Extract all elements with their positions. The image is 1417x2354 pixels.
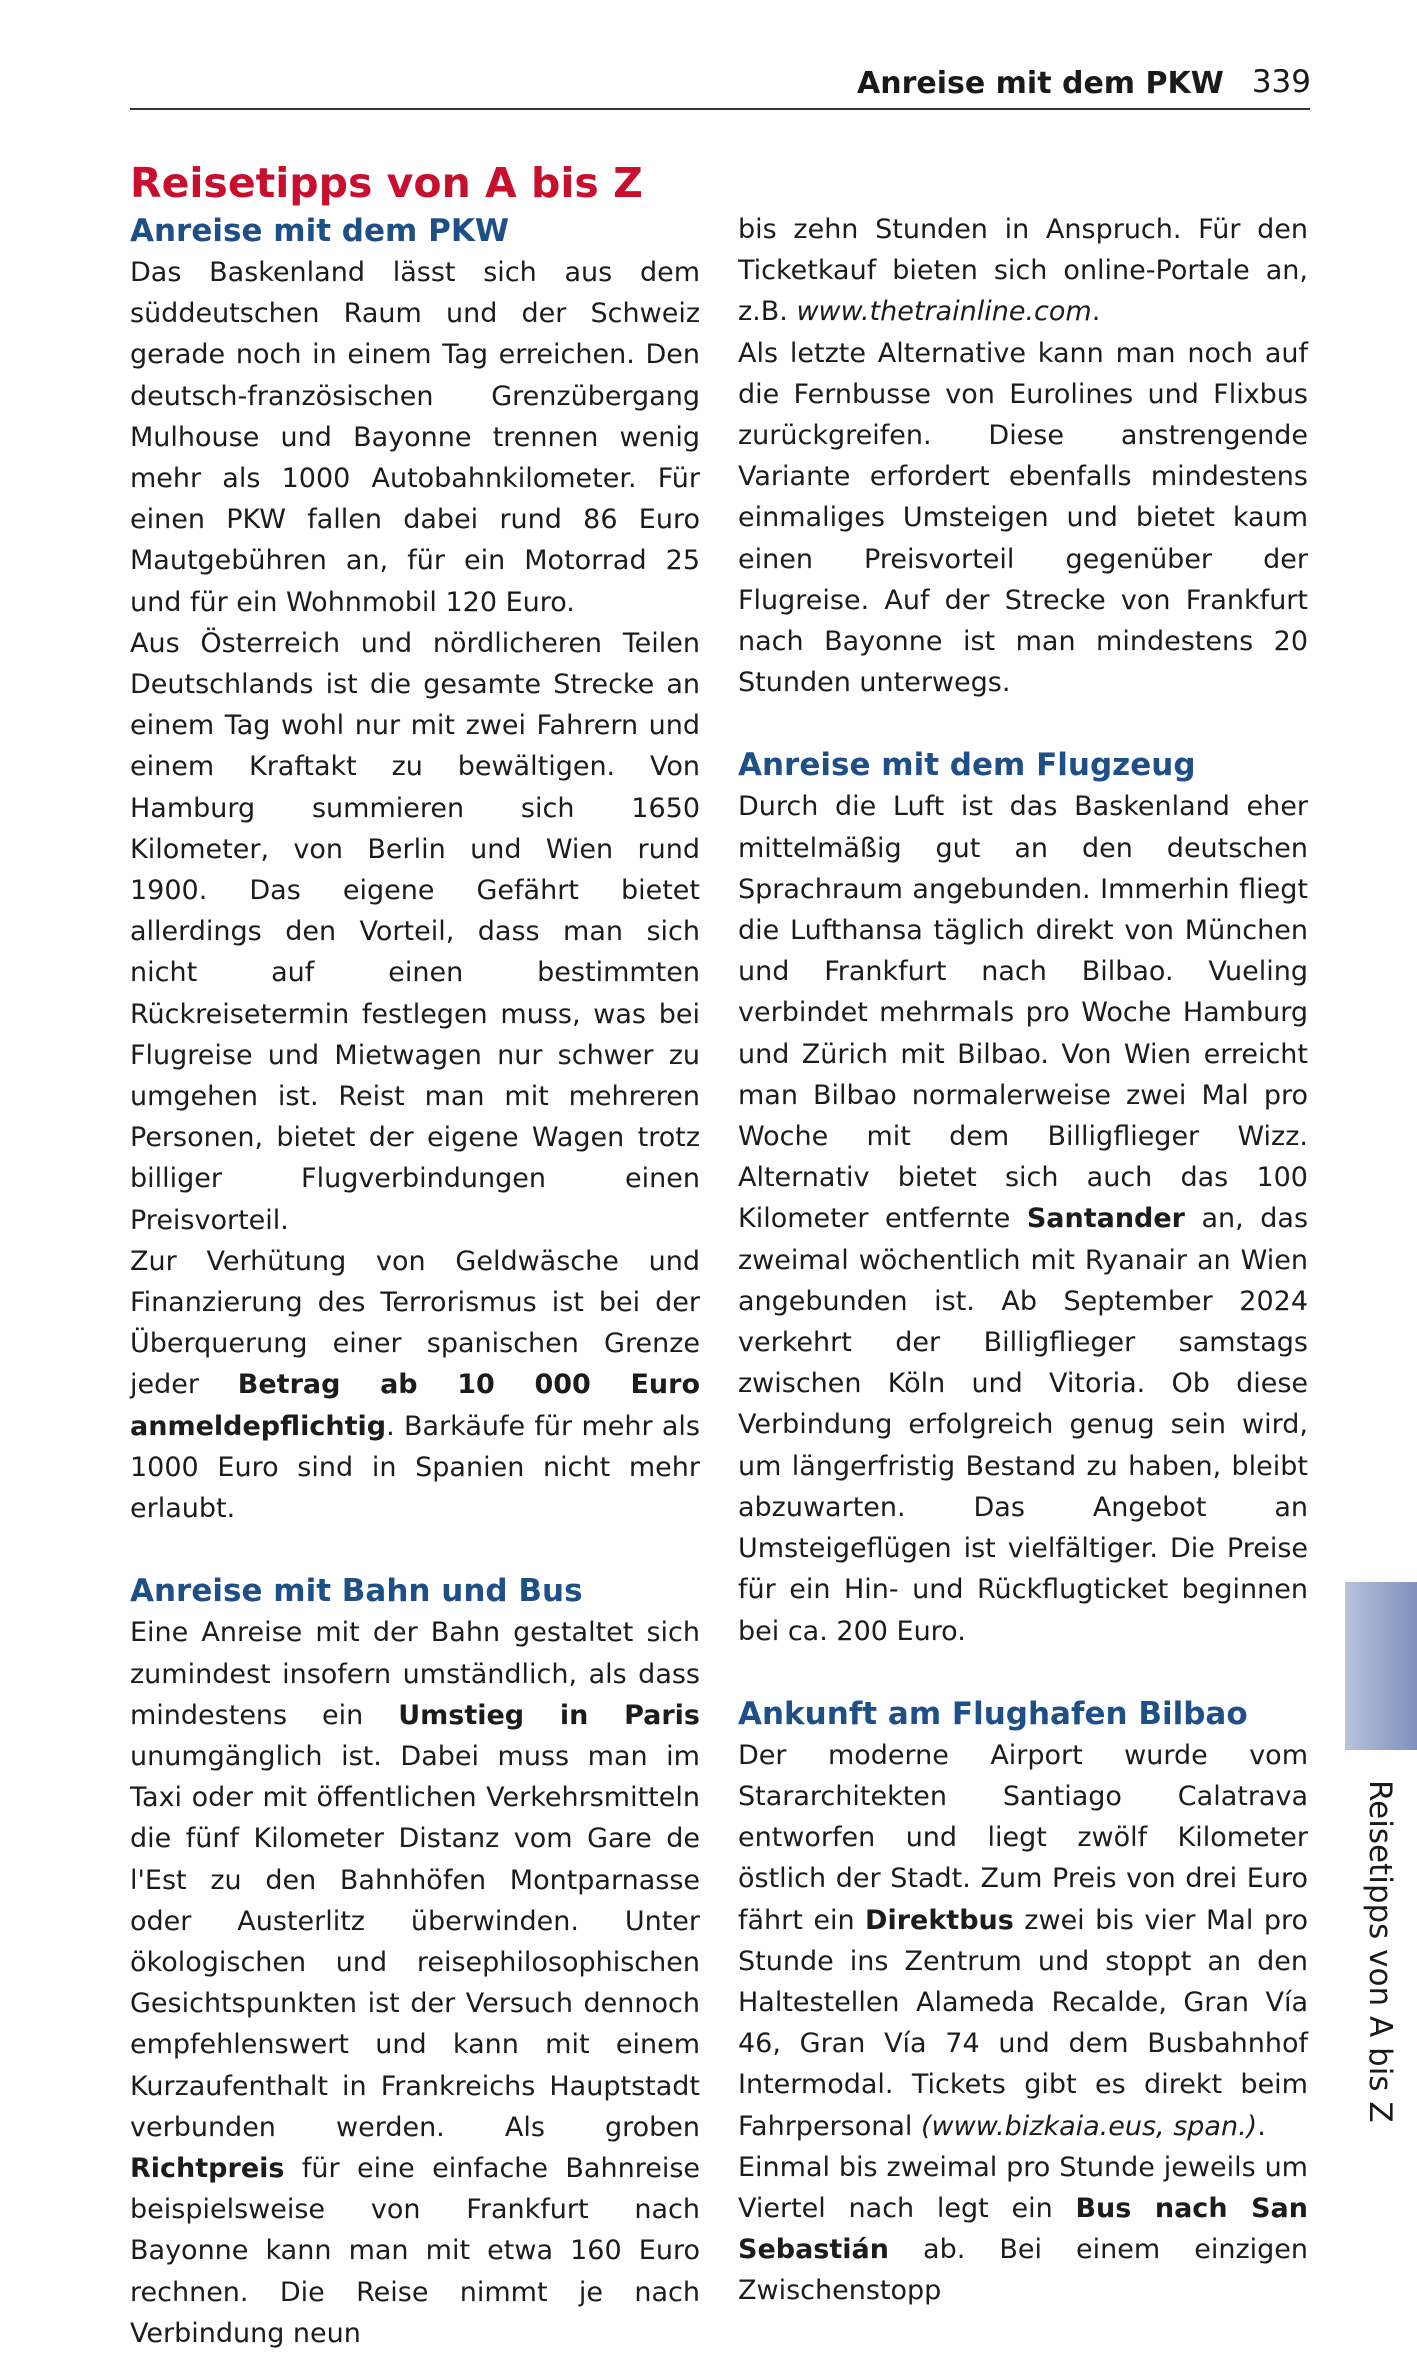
highlight-richtpreis: Richtpreis	[130, 2152, 285, 2184]
section-heading-pkw: Anreise mit dem PKW	[130, 213, 510, 249]
header-divider	[130, 108, 1310, 110]
highlight-bus-san-sebastian: Bus nach San Sebastián	[738, 2192, 1308, 2266]
paragraph-pkw-2: Aus Österreich und nördlicheren Teilen Deutschlands ist die gesamte Strecke an einem Tag wohl nur mit zwei Fahrern und einem Kraftakt zu bewältigen. Von Hamburg summieren sich 1650 Kilometer, von Berlin und Wien rund 1900. Das eigene Gefährt bietet allerdings den Vorteil, dass man sich nicht auf einen bestimmten Rückreisetermin festlegen muss, was bei Flugreise und Mietwagen nur schwer zu umgehen ist. Reist man mit mehreren Personen, bietet der eigene Wagen trotz billiger Flugverbindungen einen Preisvorteil.	[130, 627, 700, 1236]
chapter-title: Reisetipps von A bis Z	[130, 159, 643, 208]
sidebar-chapter-label: Reisetipps von A bis Z	[1362, 1780, 1398, 2123]
paragraph-ankunft-1: Der moderne Airport wurde vom Stararchitekten Santiago Calatrava entworfen und liegt zwölf Kilometer östlich der Stadt. Zum Preis von drei Euro fährt ein Direktbus zwei bis vier Mal pro Stunde ins Zentrum und stoppt an den Haltestellen Alameda Recalde, Gran Vía 46, Gran Vía 74 und dem Busbahnhof Intermodal. Tickets gibt es direkt beim Fahrpersonal (www.bizkaia.eus, span.).	[738, 1739, 1309, 2142]
link-thetrainline[interactable]: www.thetrainline.com	[796, 296, 1092, 328]
highlight-santander: Santander	[1026, 1203, 1186, 1235]
page-number: 339	[1251, 64, 1311, 100]
paragraph-pkw-1: Das Baskenland lässt sich aus dem süddeutschen Raum und der Schweiz gerade noch in einem Tag erreichen. Den deutsch-französischen Grenzübergang Mulhouse und Bayonne trennen wenig mehr als 1000 Autobahnkilometer. Für einen PKW fallen dabei rund 86 Euro Mautgebühren an, für ein Motorrad 25 und für ein Wohnmobil 120 Euro.	[130, 257, 700, 618]
paragraph-pkw-3: Zur Verhütung von Geldwäsche und Finanzierung des Terrorismus ist bei der Überquerung einer spanischen Grenze jeder Betrag ab 10 000 Euro anmeldepflichtig. Barkäufe für mehr als 1000 Euro sind in Spanien nicht mehr erlaubt.	[130, 1245, 700, 1525]
link-bizkaia[interactable]: (www.bizkaia.eus, span.)	[921, 2110, 1258, 2142]
paragraph-bahn-1: Eine Anreise mit der Bahn gestaltet sich zumindest insofern umständlich, als dass mindestens ein Umstieg in Paris unumgänglich ist. Dabei muss man im Taxi oder mit öffentlichen Verkehrsmitteln die fünf Kilometer Distanz vom Gare de l'Est zu den Bahnhöfen Montparnasse oder Austerlitz überwinden. Unter ökologischen und reisephilosophischen Gesichtspunkten ist der Versuch dennoch empfehlenswert und kann mit einem Kurzaufenthalt in Frankreichs Hauptstadt verbunden werden. Als groben Richtpreis für eine einfache Bahnreise beispielsweise von Frankfurt nach Bayonne kann man mit etwa 160 Euro rechnen. Die Reise nimmt je nach Verbindung neun	[130, 1617, 700, 2349]
paragraph-flug-1: Durch die Luft ist das Baskenland eher mittelmäßig gut an den deutschen Sprachraum angebunden. Immerhin fliegt die Lufthansa täglich direkt von München und Frankfurt nach Bilbao. Vueling verbindet mehrmals pro Woche Hamburg und Zürich mit Bilbao. Von Wien erreicht man Bilbao normalerweise zwei Mal pro Woche mit dem Billigflieger Wizz. Alternativ bietet sich auch das 100 Kilometer entfernte Santander an, das zweimal wöchentlich mit Ryanair an Wien angebunden ist. Ab September 2024 verkehrt der Billigflieger samstags zwischen Köln und Vitoria. Ob diese Verbindung erfolgreich genug sein wird, um längerfristig Bestand zu haben, bleibt abzuwarten. Das Angebot an Umsteigeflügen ist vielfältiger. Die Preise für ein Hin- und Rückflugticket beginnen bei ca. 200 Euro.	[738, 791, 1309, 1647]
left-column	[130, 210, 700, 2354]
paragraph-bahn-1-continued: bis zehn Stunden in Anspruch. Für den Ticketkauf bieten sich online-Portale an, z.B. www.thetrainline.com.	[738, 214, 1308, 328]
paragraph-ankunft-2: Einmal bis zweimal pro Stunde jeweils um Viertel nach legt ein Bus nach San Sebastián ab. Bei einem einzigen Zwischenstopp	[738, 2151, 1308, 2307]
highlight-umstieg: Umstieg in Paris	[398, 1699, 700, 1731]
chapter-tab-marker	[1345, 1582, 1417, 1750]
paragraph-bahn-2: Als letzte Alternative kann man noch auf die Fernbusse von Eurolines und Flixbus zurückgreifen. Diese anstrengende Variante erfordert ebenfalls mindestens einmaliges Umsteigen und bietet kaum einen Preisvorteil gegenüber der Flugreise. Auf der Strecke von Frankfurt nach Bayonne ist man mindestens 20 Stunden unterwegs.	[738, 337, 1308, 699]
right-column	[738, 209, 1308, 2312]
section-heading-ankunft: Ankunft am Flughafen Bilbao	[738, 1695, 1248, 1732]
section-heading-flug: Anreise mit dem Flugzeug	[738, 747, 1196, 784]
highlight-betrag: Betrag ab 10 000 Euro anmeldepflichtig	[130, 1369, 700, 1442]
section-heading-bahn: Anreise mit Bahn und Bus	[130, 1573, 583, 1610]
highlight-direktbus: Direktbus	[865, 1904, 1014, 1936]
running-header-title: Anreise mit dem PKW	[857, 66, 1224, 101]
